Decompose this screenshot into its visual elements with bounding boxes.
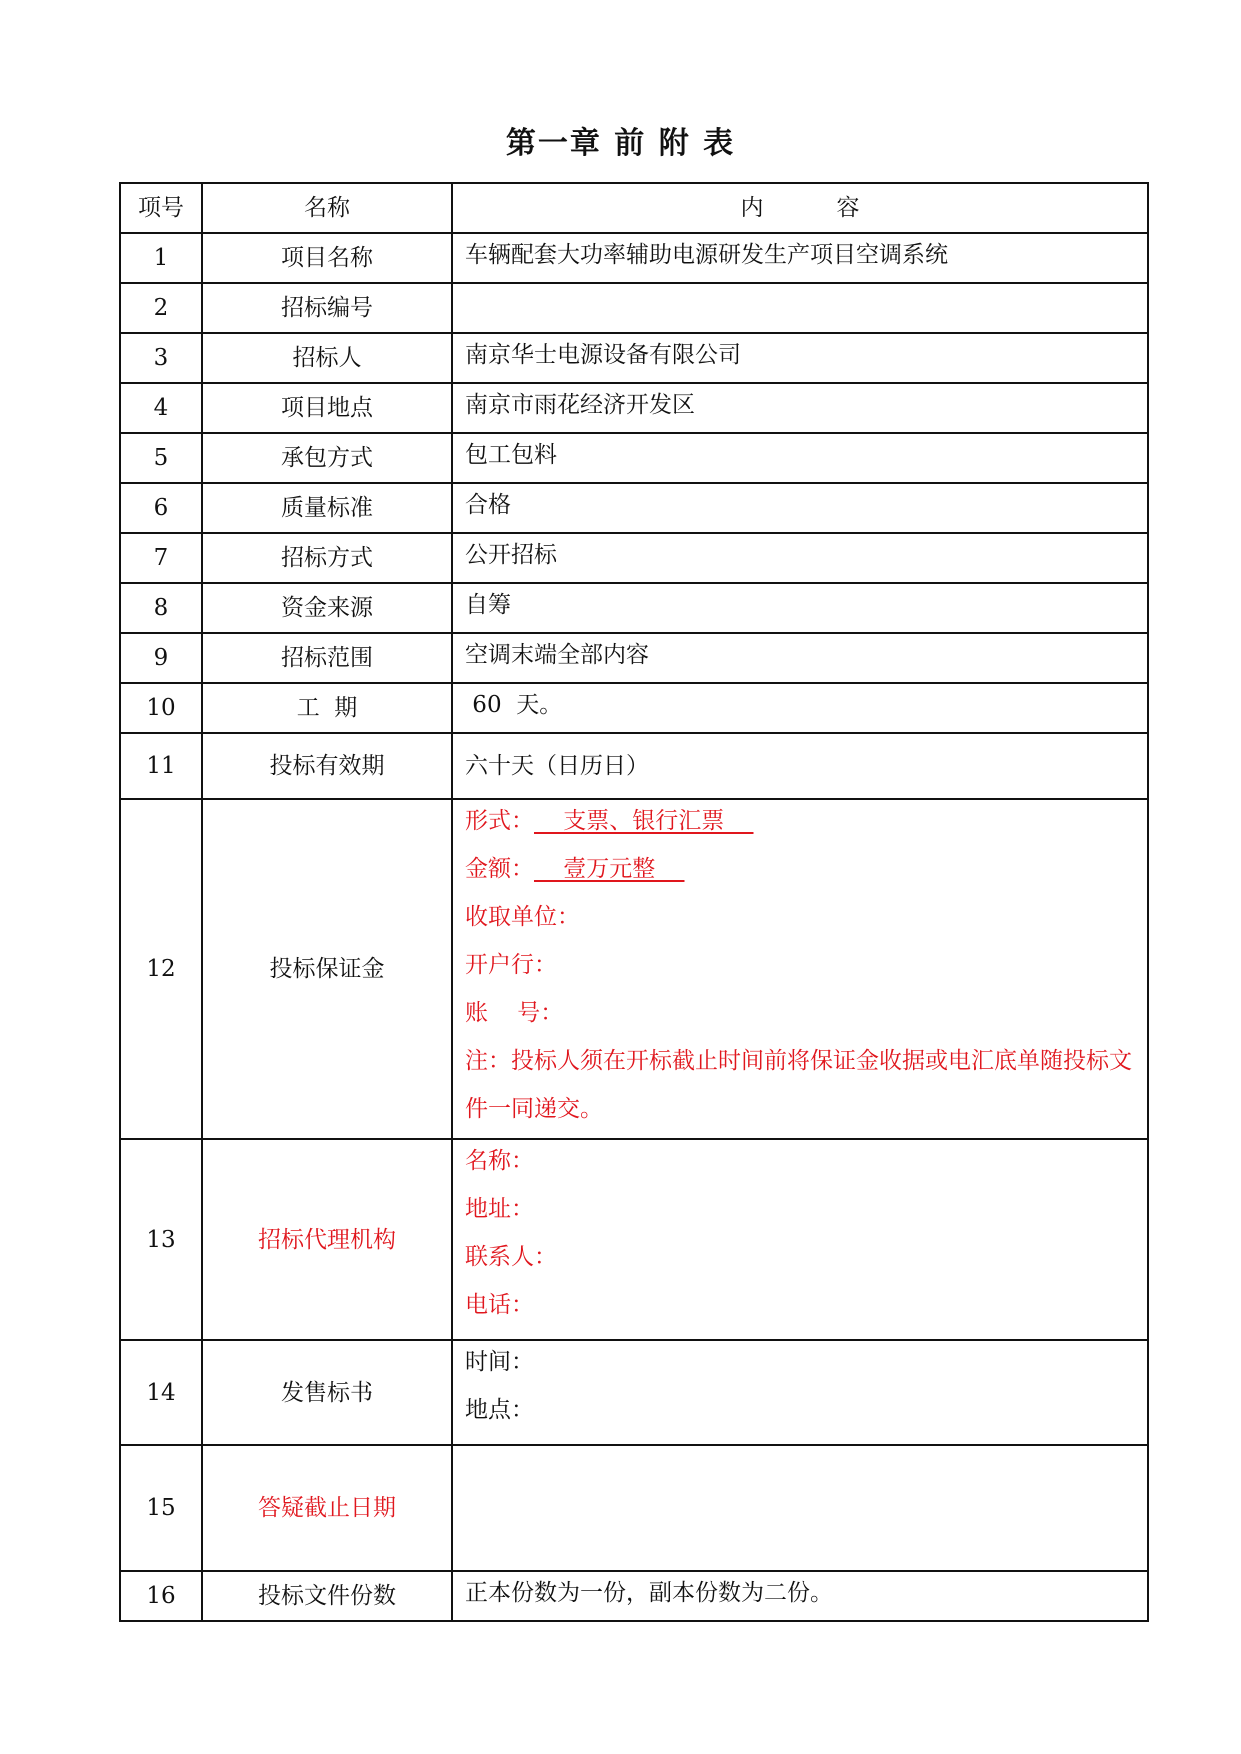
bond-note: 注：投标人须在开标截止时间前将保证金收据或电汇底单随投标文件一同递交。 — [465, 1048, 1132, 1122]
row-name: 项目地点 — [202, 383, 452, 433]
row-name: 发售标书 — [202, 1340, 452, 1445]
row-name: 招标方式 — [202, 533, 452, 583]
row-no: 8 — [120, 583, 202, 633]
bond-amount-label: 金额： — [465, 856, 534, 882]
row-name: 招标代理机构 — [202, 1139, 452, 1340]
bond-amount-value: 壹万元整 — [534, 856, 685, 882]
table-row — [120, 583, 1148, 633]
row-name: 招标编号 — [202, 283, 452, 333]
bid-bond-content — [452, 799, 1148, 1139]
agency-address: 地址： — [465, 1196, 534, 1222]
row-content: 南京华士电源设备有限公司 — [452, 333, 1148, 383]
row-no: 9 — [120, 633, 202, 683]
row-no: 15 — [120, 1445, 202, 1571]
row-no: 3 — [120, 333, 202, 383]
table-row — [120, 1139, 1148, 1340]
row-name: 答疑截止日期 — [202, 1445, 452, 1571]
row-content: 合格 — [452, 483, 1148, 533]
table-row — [120, 799, 1148, 1139]
bond-form-value: 支票、银行汇票 — [534, 808, 754, 834]
agency-contact: 联系人： — [465, 1244, 557, 1270]
table-row — [120, 1445, 1148, 1571]
row-content: 空调末端全部内容 — [452, 633, 1148, 683]
bond-payee: 收取单位： — [465, 904, 580, 930]
sale-place: 地点： — [465, 1397, 534, 1423]
row-name: 承包方式 — [202, 433, 452, 483]
row-name: 投标保证金 — [202, 799, 452, 1139]
row-name: 工 期 — [202, 683, 452, 733]
table-row — [120, 433, 1148, 483]
header-no: 项号 — [120, 183, 202, 233]
page-title: 第一章 前 附 表 — [505, 126, 736, 161]
header-content: 内 容 — [452, 183, 1148, 233]
table-row — [120, 1571, 1148, 1621]
table-row — [120, 233, 1148, 283]
row-no: 7 — [120, 533, 202, 583]
agency-content — [452, 1139, 1148, 1340]
row-no: 13 — [120, 1139, 202, 1340]
table-row — [120, 383, 1148, 433]
row-content — [452, 283, 1148, 333]
agency-name: 名称： — [465, 1148, 534, 1174]
row-name: 投标文件份数 — [202, 1571, 452, 1621]
row-content: 包工包料 — [452, 433, 1148, 483]
row-no: 16 — [120, 1571, 202, 1621]
row-no: 10 — [120, 683, 202, 733]
row-content: 六十天（日历日） — [452, 733, 1148, 799]
pre-attached-table — [119, 182, 1149, 1622]
header-name: 名称 — [202, 183, 452, 233]
table-header-row — [120, 183, 1148, 233]
row-content: 公开招标 — [452, 533, 1148, 583]
table-row — [120, 683, 1148, 733]
table-row — [120, 283, 1148, 333]
sale-time: 时间： — [465, 1349, 534, 1375]
table-row — [120, 1340, 1148, 1445]
row-no: 5 — [120, 433, 202, 483]
sale-content — [452, 1340, 1148, 1445]
row-no: 11 — [120, 733, 202, 799]
bond-bank: 开户行： — [465, 952, 557, 978]
bond-form-line — [465, 807, 1147, 855]
table-row — [120, 633, 1148, 683]
table-row — [120, 533, 1148, 583]
bond-account: 账 号： — [465, 1000, 564, 1026]
row-content: 南京市雨花经济开发区 — [452, 383, 1148, 433]
row-content: 车辆配套大功率辅助电源研发生产项目空调系统 — [452, 233, 1148, 283]
row-content: 自筹 — [452, 583, 1148, 633]
row-no: 12 — [120, 799, 202, 1139]
row-no: 4 — [120, 383, 202, 433]
row-no: 1 — [120, 233, 202, 283]
row-no: 14 — [120, 1340, 202, 1445]
row-name: 资金来源 — [202, 583, 452, 633]
row-no: 6 — [120, 483, 202, 533]
table-row — [120, 483, 1148, 533]
row-content: 60 天。 — [452, 683, 1148, 733]
row-name: 招标范围 — [202, 633, 452, 683]
row-no: 2 — [120, 283, 202, 333]
table-row — [120, 733, 1148, 799]
row-name: 质量标准 — [202, 483, 452, 533]
bond-form-label: 形式： — [465, 808, 534, 834]
bond-amount-line — [465, 855, 1147, 903]
row-name: 投标有效期 — [202, 733, 452, 799]
agency-phone: 电话： — [465, 1292, 534, 1318]
row-name: 项目名称 — [202, 233, 452, 283]
row-name: 招标人 — [202, 333, 452, 383]
row-content — [452, 1445, 1148, 1571]
table-row — [120, 333, 1148, 383]
row-content: 正本份数为一份，副本份数为二份。 — [452, 1571, 1148, 1621]
